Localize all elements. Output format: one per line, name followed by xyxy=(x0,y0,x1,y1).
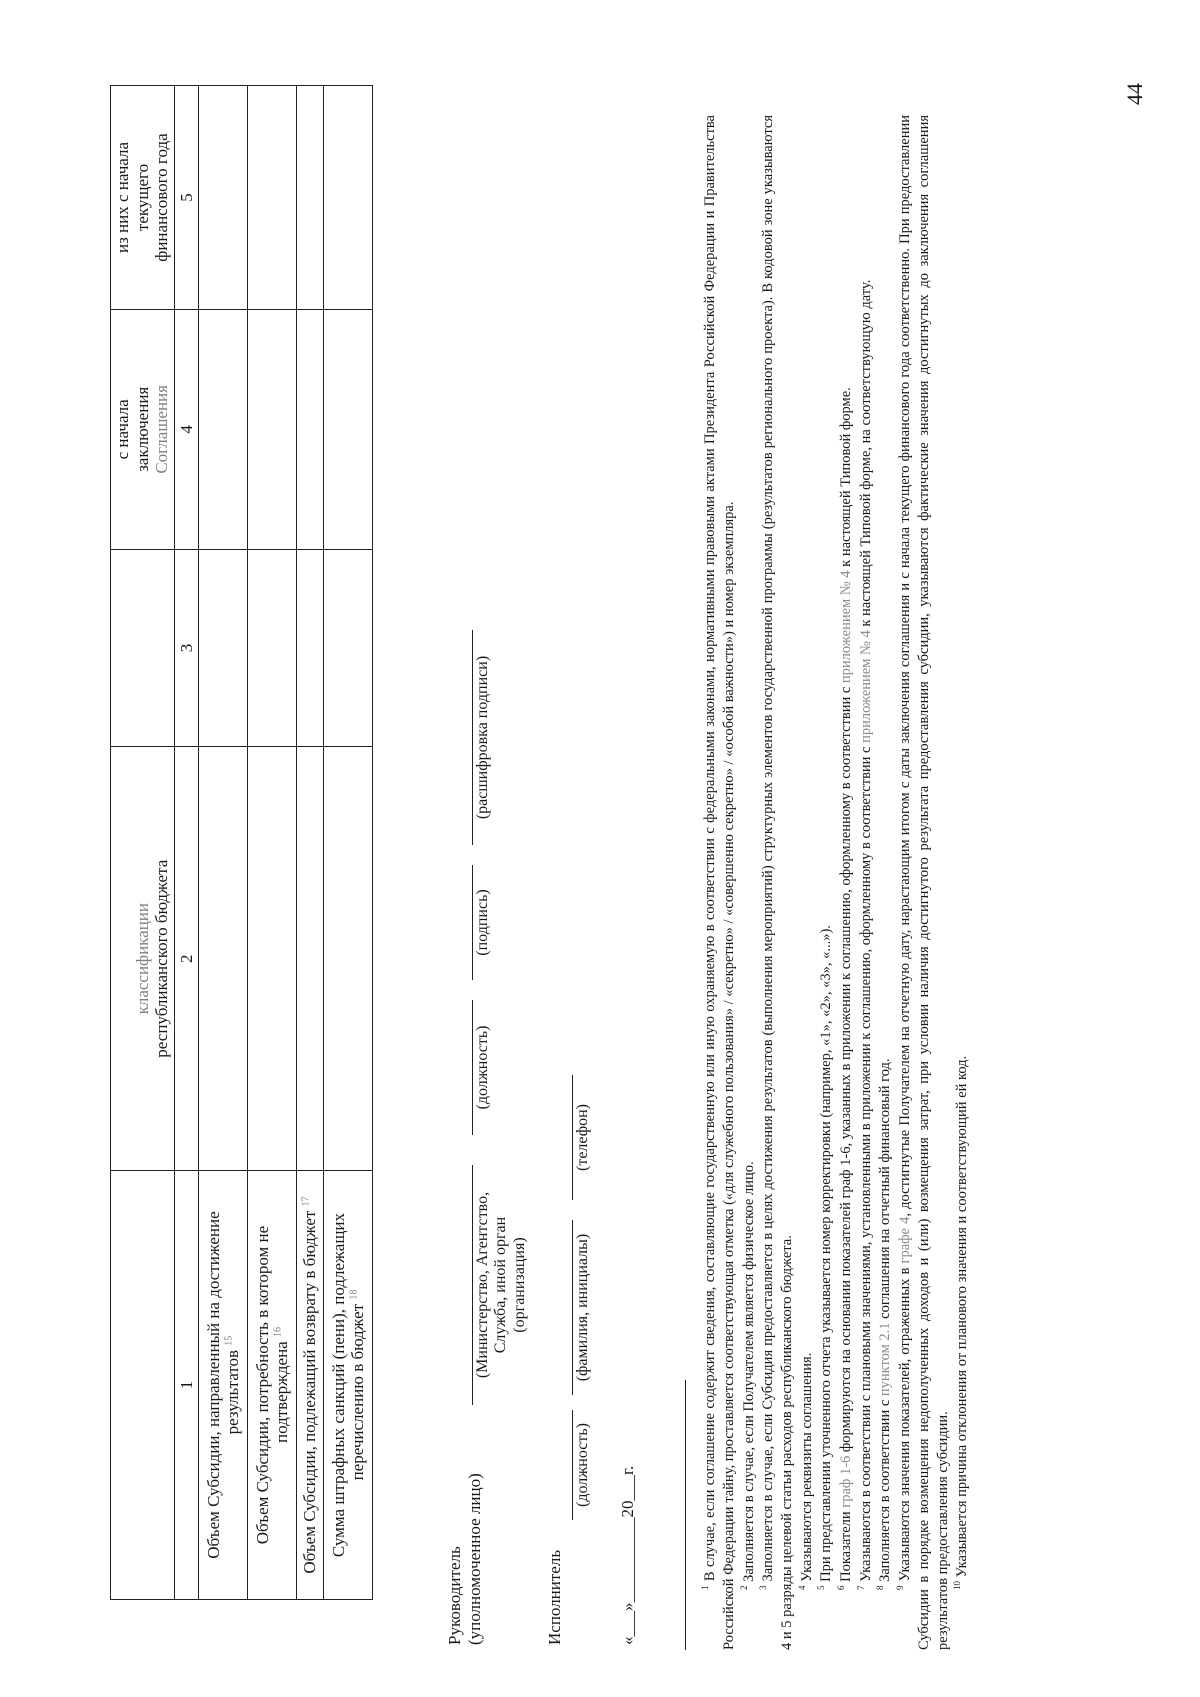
signature-line xyxy=(472,865,473,980)
footnote-1: $^1$ В случае, если соглашение содержит сведения, составляющие государственную или иную охраняемую в соответствии с федеральными законами, нормативными правовыми актами Президента Российской Федерации и Правительства Российской Федерации тайну, проставляется соответствующая отметка («для служебного пользования» / «секретно» / «совершенно секретно» / «особой важности») и номер экземпляра. xyxy=(700,115,737,1650)
footnote-3: $^3$ Заполняется в случае, если Субсидия предоставляется в целях достижения результатов (выполнения мероприятий) структурных элементов государственной программы (результатов регионального проекта). В кодовой зоне указываются 4 и 5 разряды целевой статьи расходов республиканского бюджета. xyxy=(758,114,795,1650)
page-number: 44 xyxy=(1122,83,1147,105)
col-number: 4 xyxy=(174,309,199,549)
table-cell xyxy=(324,549,373,747)
table-header-row xyxy=(111,86,175,1600)
table-cell xyxy=(199,747,248,1171)
table-cell xyxy=(199,309,248,549)
footnotes xyxy=(700,115,972,1650)
footnote-ref: 15 xyxy=(223,1335,235,1346)
header-agreement-text: Соглашения xyxy=(152,385,172,474)
decoding-signature-line xyxy=(472,630,473,845)
table-numbers-row xyxy=(174,86,199,1600)
header-cell-4 xyxy=(111,309,175,549)
footnote-ref: 17 xyxy=(300,1196,312,1207)
table-cell xyxy=(248,747,297,1171)
row-label xyxy=(248,1171,297,1600)
position-signature-line xyxy=(472,1000,473,1135)
footnote-5: $^5$ При представлении уточненного отчета указывается номер корректировки (например, «1», «2», «3», «...»). xyxy=(816,925,835,1590)
org-caption xyxy=(474,1165,529,1405)
table-cell xyxy=(248,86,297,310)
header-current-text: текущего xyxy=(132,163,152,232)
table-cell xyxy=(199,549,248,747)
row-label xyxy=(297,1171,324,1600)
report-table xyxy=(110,85,373,1600)
head-label xyxy=(445,1473,484,1645)
header-cell-3 xyxy=(111,549,175,747)
exec-phone-line xyxy=(572,1075,573,1200)
table-cell xyxy=(324,747,373,1171)
signature-caption: (подпись) xyxy=(474,889,491,956)
footnote-10: $^{10}$ Указывается причина отклонения от планового значения и соответствующий ей код. xyxy=(952,1055,971,1590)
footnote-6: $^6$ Показатели граф 1-6 формируются на основании показателей граф 1-6, указанных в приложении к соглашению, оформленному в соответствии с приложением № 4 к настоящей Типовой форме. xyxy=(836,387,854,1590)
head-label-line: (уполномоченное лицо) xyxy=(464,1473,484,1645)
table-cell xyxy=(199,86,248,310)
footnote-4: $^4$ Указываются реквизиты соглашения. xyxy=(796,1352,815,1590)
row-label-text: Объем Субсидии, направленный на достижение результатов xyxy=(203,1211,243,1559)
org-caption-line: Служба, иной орган xyxy=(492,1216,510,1354)
table-cell xyxy=(324,86,373,310)
row-label-text: Сумма штрафных санкций (пени), подлежащих перечислению в бюджет xyxy=(328,1212,368,1558)
table-row xyxy=(248,86,297,1600)
header-cell-5 xyxy=(111,86,175,310)
document-page xyxy=(40,83,1160,1660)
col-number: 2 xyxy=(174,747,199,1171)
header-cell-1 xyxy=(111,1171,175,1600)
header-of-them-text: из них с начала xyxy=(113,141,132,254)
footnote-ref: 16 xyxy=(272,1327,284,1338)
col-number: 1 xyxy=(174,1171,199,1600)
col-number: 5 xyxy=(174,86,199,310)
executor-label: Исполнитель xyxy=(545,1549,564,1645)
exec-name-line xyxy=(572,1220,573,1395)
header-budget-text: республиканского бюджета xyxy=(152,859,172,1058)
org-signature-line xyxy=(472,1165,473,1405)
exec-position-caption: (должность) xyxy=(574,1423,591,1507)
table-cell xyxy=(297,86,324,310)
head-label-line: Руководитель xyxy=(445,1546,464,1645)
table-row xyxy=(297,86,324,1600)
footnote-ref: 18 xyxy=(348,1289,360,1300)
table-cell xyxy=(324,309,373,549)
decoding-caption: (расшифровка подписи) xyxy=(474,655,491,820)
header-fiscal-year-text: финансового года xyxy=(152,133,172,262)
header-conclusion-text: заключения xyxy=(132,386,152,472)
row-label xyxy=(324,1171,373,1600)
header-classification-text: классификации xyxy=(132,902,152,1015)
table-cell xyxy=(248,549,297,747)
org-caption-line: (Министерство, Агентство, xyxy=(474,1191,491,1379)
footnote-9: $^9$ Указываются значения показателей, отраженных в графе 4, достигнутые Получателем на отчетную дату, нарастающим итогом с даты заключения соглашения и с начала текущего финансового года соответственно. При предоставлении Субсидии в порядке возмещения недополученных доходов и (или) возмещения затрат, при условии наличия достигнутого результата предоставления субсидии, указываются фактические значения достигнутых до заключения соглашения результатов предоставления субсидии. xyxy=(895,115,951,1650)
exec-phone-caption: (телефон) xyxy=(574,1104,591,1171)
table-cell xyxy=(297,747,324,1171)
exec-name-caption: (фамилия, инициалы) xyxy=(574,1233,591,1382)
row-label-text: Объем Субсидии, потребность в котором не подтверждена xyxy=(252,1225,292,1545)
header-since-text: с начала xyxy=(113,399,132,460)
footnote-7: $^7$ Указываются в соответствии с плановыми значениями, установленными в приложении к соглашению, оформленному в соответствии с приложением № 4 к настоящей Типовой форме, на соответствующую дату. xyxy=(855,279,874,1590)
position-caption: (должность) xyxy=(474,1025,491,1110)
table-cell xyxy=(297,309,324,549)
footnote-8: $^8$ Заполняется в соответствии с пунктом 2.1 соглашения на отчетный финансовый год. xyxy=(875,1058,894,1590)
header-cell-2 xyxy=(111,747,175,1171)
exec-position-line xyxy=(572,1410,573,1520)
org-caption-line: (организация) xyxy=(510,1237,528,1333)
col-number: 3 xyxy=(174,549,199,747)
footnote-2: $^2$ Заполняется в случае, если Получателем является физическое лицо. xyxy=(738,1161,757,1590)
table-cell xyxy=(297,549,324,747)
table-row xyxy=(199,86,248,1600)
table-row xyxy=(324,86,373,1600)
row-label-text: Объем Субсидии, подлежащий возврату в бюджет xyxy=(300,1210,320,1574)
date-line: «___»__________20___г. xyxy=(618,1465,637,1645)
row-label xyxy=(199,1171,248,1600)
footnote-separator xyxy=(685,1380,686,1650)
table-cell xyxy=(248,309,297,549)
